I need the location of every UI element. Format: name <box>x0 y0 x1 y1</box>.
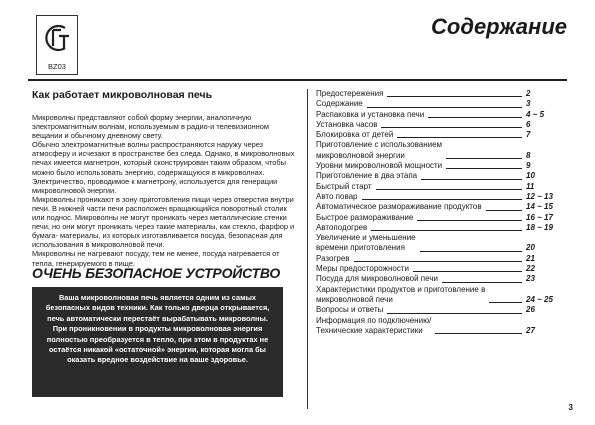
safety-heading: ОЧЕНЬ БЕЗОПАСНОЕ УСТРОЙСТВО <box>32 265 281 281</box>
toc-entry-label: Содержание <box>316 99 363 109</box>
toc-entry-label: Автоподогрев <box>316 222 368 232</box>
toc-entry[interactable] <box>316 110 566 120</box>
toc-leader-line <box>420 251 522 252</box>
toc-leader-line <box>486 210 522 211</box>
toc-entry-page: 9 <box>526 161 531 171</box>
toc-leader-line <box>371 230 522 231</box>
safety-text: Ваша микроволновая печь является одним из самых безопасных видов техники. Как только дверца открывается, печь автоматически перестаёт вырабатывать микроволны. При проникновении в продукты микроволновая энергия полностью преобразуется в тепло, при этом в продуктах не остаётся никакой «остаточной» энергии, которая могла бы оказать вредное воздействие на ваше здоровье. <box>45 293 270 365</box>
toc-entry[interactable] <box>316 254 566 264</box>
toc-leader-line <box>397 137 522 138</box>
toc-entry-label: Блокировка от детей <box>316 130 394 140</box>
certification-logo <box>36 15 78 75</box>
toc-leader-line <box>413 271 522 272</box>
toc-entry[interactable] <box>316 223 566 233</box>
toc-entry[interactable] <box>316 140 566 161</box>
column-divider <box>307 89 308 409</box>
toc-leader-line <box>367 107 522 108</box>
toc-entry-label: Приготовление в два этапа <box>316 171 418 181</box>
toc-entry[interactable] <box>316 316 566 337</box>
toc-entry-label: Автоматическое размораживание продуктов <box>316 202 482 212</box>
toc-entry-label: Информация по подключению/ Технические характеристики <box>316 315 432 335</box>
toc-entry-page: 8 <box>526 150 531 160</box>
toc-entry-page: 10 <box>526 171 535 181</box>
paragraph: Микроволны не нагревают посуду, тем не менее, посуда нагревается от тепла, генерируемого в пище. <box>32 249 280 268</box>
toc-entry[interactable] <box>316 192 566 202</box>
toc-leader-line <box>387 313 522 314</box>
toc-leader-line <box>354 261 522 262</box>
certification-code: BZ03 <box>48 62 66 71</box>
toc-entry-label: Быстрый старт <box>316 181 372 191</box>
section-heading: Как работает микроволновая печь <box>32 89 213 101</box>
left-column <box>32 89 299 268</box>
toc-entry-page: 12 ~ 13 <box>526 191 553 201</box>
toc-entry[interactable] <box>316 171 566 181</box>
toc-entry[interactable] <box>316 130 566 140</box>
toc-entry[interactable] <box>316 233 566 254</box>
toc-entry-label: Установка часов <box>316 119 378 129</box>
toc-entry-page: 16 ~ 17 <box>526 212 553 222</box>
toc-entry[interactable] <box>316 182 566 192</box>
toc-entry-label: Авто повар <box>316 191 358 201</box>
toc-leader-line <box>417 220 522 221</box>
table-of-contents <box>316 89 566 336</box>
toc-leader-line <box>489 302 522 303</box>
toc-entry-page: 4 ~ 5 <box>526 109 545 119</box>
toc-entry-label: Приготовление с использованием микроволновой энергии <box>316 140 443 160</box>
section-body <box>32 113 299 268</box>
toc-entry[interactable] <box>316 264 566 274</box>
safety-notice-box <box>32 287 283 397</box>
toc-entry[interactable] <box>316 202 566 212</box>
paragraph: Микроволны проникают в зону приготовления пищи через отверстия внутри печи. В нижней части печи расположен вращающийся поворотный столик или поднос. Микроволны не могут проникать через металлические стенки печи, но они могут проникать через такие материалы, как стекло, фарфор и бумага- материалы, из которых изготавливается посуда, безопасная для использования в микроволновой печи. <box>32 194 295 250</box>
toc-entry[interactable] <box>316 285 566 306</box>
toc-entry-page: 3 <box>526 99 531 109</box>
toc-entry-label: Увеличение и уменьшение времени приготовления <box>316 233 416 253</box>
toc-entry-label: Посуда для микроволновой печи <box>316 274 438 284</box>
toc-entry-page: 2 <box>526 89 531 98</box>
toc-entry-page: 7 <box>526 130 531 140</box>
toc-entry-page: 6 <box>526 119 531 129</box>
toc-leader-line <box>446 158 522 159</box>
toc-entry[interactable] <box>316 213 566 223</box>
toc-entry-label: Предостережения <box>316 89 384 98</box>
toc-entry-label: Меры предосторожности <box>316 264 409 274</box>
toc-entry-page: 14 ~ 15 <box>526 202 553 212</box>
paragraph: Обычно электромагнитные волны распространяются наружу через атмосферу и исчезают в пространстве без следа. Однако, в микроволновых печах имеется магнетрон, который сконструирован таким образом, чтобы можно было использовать энергию, содержащуюся в микроволнах. Электричество, проводимое к магнетрону, используется для генерации микроволновой энергии. <box>32 140 295 195</box>
page-title: Содержание <box>431 14 567 39</box>
gost-certification-mark-icon <box>39 18 75 58</box>
toc-entry-label: Уровни микроволновой мощности <box>316 161 443 171</box>
toc-entry-page: 26 <box>526 305 535 315</box>
toc-entry-page: 20 <box>526 243 535 253</box>
toc-entry[interactable] <box>316 305 566 315</box>
page-number: 3 <box>568 403 573 412</box>
toc-entry-page: 24 ~ 25 <box>526 294 553 304</box>
toc-leader-line <box>362 199 523 200</box>
toc-entry[interactable] <box>316 161 566 171</box>
paragraph: Микроволны представляют собой форму энергии, аналогичную электромагнитным волнам, используемым в радио-и телевизионном вещании и обычному дневному свету. <box>32 113 269 141</box>
toc-leader-line <box>435 333 522 334</box>
toc-entry-page: 21 <box>526 253 535 263</box>
toc-leader-line <box>387 96 522 97</box>
toc-entry-label: Распаковка и установка печи <box>316 109 425 119</box>
toc-leader-line <box>446 168 522 169</box>
toc-entry[interactable] <box>316 99 566 109</box>
header-divider <box>28 79 567 81</box>
toc-entry[interactable] <box>316 274 566 284</box>
toc-entry-page: 23 <box>526 274 535 284</box>
toc-entry-page: 18 ~ 19 <box>526 222 553 232</box>
toc-leader-line <box>428 117 522 118</box>
toc-leader-line <box>376 189 522 190</box>
toc-entry-label: Вопросы и ответы <box>316 305 384 315</box>
toc-entry-page: 27 <box>526 325 535 335</box>
toc-leader-line <box>442 282 522 283</box>
toc-entry[interactable] <box>316 89 566 99</box>
toc-entry-page: 22 <box>526 264 535 274</box>
toc-entry-label: Характеристики продуктов и приготовление в микроволновой печи <box>316 284 486 304</box>
toc-entry-label: Разогрев <box>316 253 350 263</box>
toc-entry-page: 11 <box>526 181 535 191</box>
toc-entry[interactable] <box>316 120 566 130</box>
toc-leader-line <box>381 127 522 128</box>
toc-entry-label: Быстрое размораживание <box>316 212 414 222</box>
toc-leader-line <box>421 179 522 180</box>
